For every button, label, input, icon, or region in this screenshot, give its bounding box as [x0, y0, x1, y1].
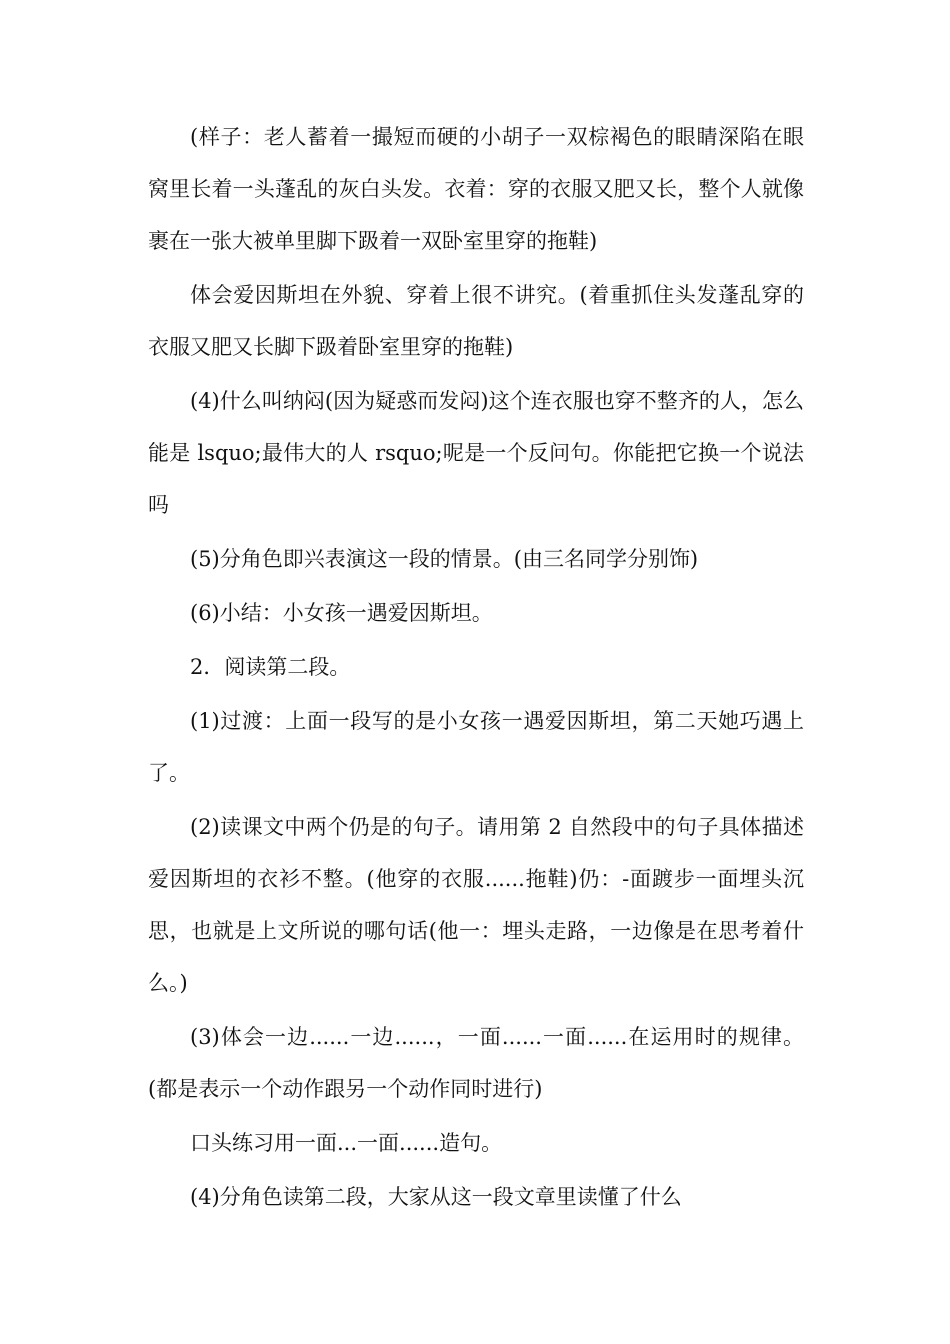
paragraph-appearance-summary: 体会爱因斯坦在外貌、穿着上很不讲究。(着重抓住头发蓬乱穿的衣服又肥又长脚下趿着卧室里穿的拖鞋) [148, 283, 804, 359]
paragraph-step-3-pattern: (3)体会一边......一边......，一面......一面......在运用时的规律。(都是表示一个动作跟另一个动作同时进行) [148, 1025, 804, 1101]
paragraph-oral-practice: 口头练习用一面...一面......造句。 [190, 1131, 503, 1155]
paragraph-step-5-role-play: (5)分角色即兴表演这一段的情景。(由三名同学分别饰) [190, 547, 699, 571]
section-heading-second-part: 2．阅读第二段。 [190, 655, 351, 679]
document-body [148, 111, 804, 1225]
paragraph-step-6-summary: (6)小结：小女孩一遇爱因斯坦。 [190, 601, 493, 625]
paragraph-appearance-description: (样子：老人蓄着一撮短而硬的小胡子一双棕褐色的眼睛深陷在眼窝里长着一头蓬乱的灰白头发。衣着：穿的衣服又肥又长，整个人就像裹在一张大被单里脚下趿着一双卧室里穿的拖鞋) [148, 125, 804, 253]
paragraph-step-4-puzzled: (4)什么叫纳闷(因为疑惑而发闷)这个连衣服也穿不整齐的人，怎么能是 lsquo;最伟大的人 rsquo;呢是一个反问句。你能把它换一个说法吗 [148, 389, 804, 517]
paragraph-step-4-role-reading: (4)分角色读第二段，大家从这一段文章里读懂了什么 [190, 1185, 682, 1209]
paragraph-step-2-reading: (2)读课文中两个仍是的句子。请用第 2 自然段中的句子具体描述爱因斯坦的衣衫不整。(他穿的衣服......拖鞋)仍：-面踱步一面埋头沉思，也就是上文所说的哪句话(他一：埋头走路，一边像是在思考着什么。) [148, 815, 804, 995]
paragraph-step-1-transition: (1)过渡：上面一段写的是小女孩一遇爱因斯坦，第二天她巧遇上了。 [148, 709, 804, 785]
